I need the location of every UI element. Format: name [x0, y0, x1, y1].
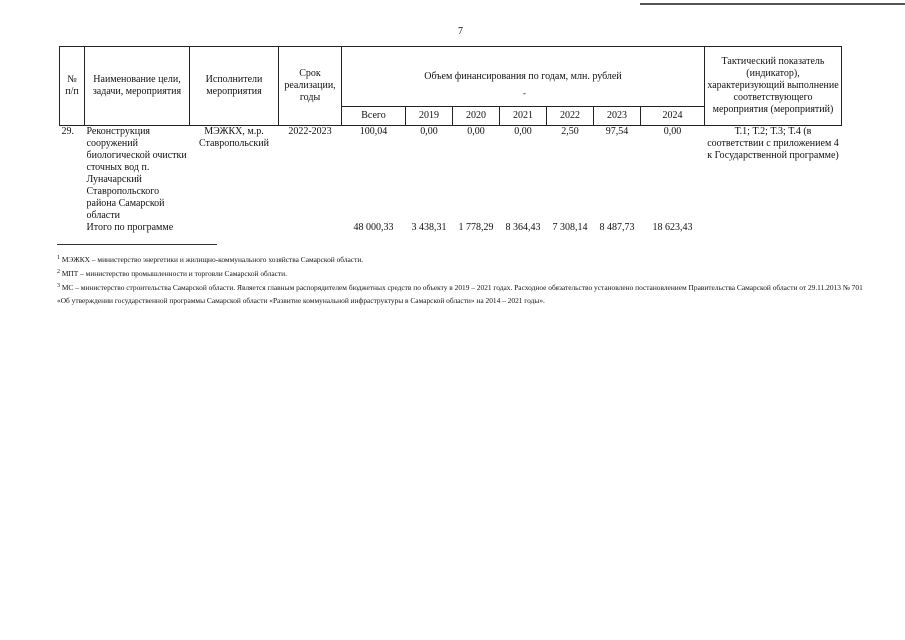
footnote-text: МС – министерство строительства Самарской области. Является главным распорядителем бюджетных средств по объекту в 2019 – 2021 годах. Расходное обязательство установлено постановлением Правительства Самарской области от 29.11.2013 № 701 «Об утверждении государственной программы Самарской области «Развитие коммунальной инфраструктуры в Самарской области» на 2014 – 2021 годы».: [57, 283, 863, 305]
total-sum: 48 000,33: [353, 222, 394, 233]
header-name: Наименование цели, задачи, мероприятия: [85, 47, 190, 126]
header-financing-label: Объем финансирования по годам, млн. рублей: [424, 70, 622, 82]
header-year: 2020: [453, 107, 500, 126]
header-year: 2019: [406, 107, 453, 126]
total-value: 18 623,43: [652, 222, 693, 233]
row-num: 29.: [61, 126, 74, 137]
header-financing: [342, 47, 705, 107]
row-executor: МЭЖКХ, м.р. Ставропольский: [199, 126, 269, 149]
total-row: [60, 222, 842, 236]
header-financing-mark: -: [523, 88, 526, 98]
row-total: 100,04: [359, 126, 388, 137]
total-value: 7 308,14: [552, 222, 588, 233]
footnote-text: МЭЖКХ – министерство энергетики и жилищно-коммунального хозяйства Самарской области.: [61, 255, 364, 264]
financing-table: [59, 46, 842, 236]
header-year: 2024: [641, 107, 705, 126]
row-value: 0,00: [663, 126, 682, 137]
footnote: [57, 280, 877, 307]
total-value: 8 487,73: [599, 222, 635, 233]
total-value: 8 364,43: [505, 222, 541, 233]
footnote-mark: 1: [57, 255, 60, 261]
header-year: 2021: [500, 107, 547, 126]
page-number: 7: [458, 26, 463, 37]
footnotes: [57, 252, 877, 307]
row-value: 0,00: [420, 126, 438, 137]
header-year: 2022: [547, 107, 594, 126]
footnote: [57, 266, 877, 280]
table-row: [60, 126, 842, 223]
footnote-separator: [57, 244, 217, 245]
total-value: 3 438,31: [411, 222, 447, 233]
footnote-mark: 3: [57, 283, 60, 289]
row-value: 0,00: [514, 126, 532, 137]
header-term: Срок реализации, годы: [279, 47, 342, 126]
total-label: Итого по программе: [86, 222, 174, 233]
row-indicator: Т.1; Т.2; Т.3; Т.4 (в соответствии с приложением 4 к Государственной программе): [707, 126, 839, 161]
header-executors: Исполнители мероприятия: [190, 47, 279, 126]
header-total: Всего: [342, 107, 406, 126]
header-num: № п/п: [60, 47, 85, 126]
top-border-line: [640, 3, 905, 5]
header-year: 2023: [594, 107, 641, 126]
header-indicator: Тактический показатель (индикатор), характеризующий выполнение соответствующего мероприятия (мероприятий): [705, 47, 842, 126]
row-value: 0,00: [467, 126, 485, 137]
footnote: [57, 252, 877, 266]
total-value: 1 778,29: [458, 222, 494, 233]
footnote-text: МПТ – министерство промышленности и торговли Самарской области.: [61, 269, 287, 278]
row-name: Реконструкция сооружений биологической очистки сточных вод п. Луначарский Ставропольского района Самарской области: [86, 126, 187, 221]
row-term: 2022-2023: [288, 126, 332, 137]
row-value: 2,50: [561, 126, 579, 137]
footnote-mark: 2: [57, 269, 60, 275]
row-value: 97,54: [605, 126, 629, 137]
